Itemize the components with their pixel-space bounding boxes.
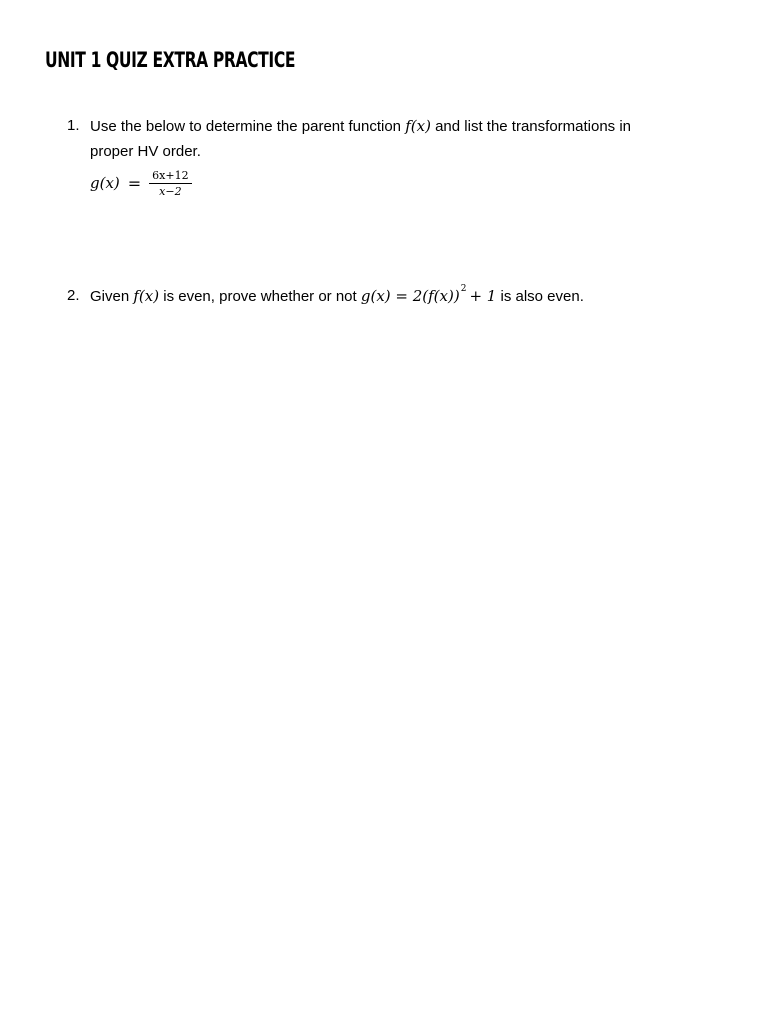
equation [90,166,192,200]
equals-sign: = [390,287,413,305]
question-text: and list the transformations in [430,118,632,135]
question-text-line-2: proper HV order. [90,143,201,160]
equation-lhs: g(x) [90,174,120,192]
question-number: 2. [67,287,80,304]
question-1 [67,113,727,165]
page-title: UNIT 1 QUIZ EXTRA PRACTICE [45,48,296,72]
fraction [149,169,191,198]
question-text [90,283,584,312]
question-2 [67,283,687,311]
math-expression: + 1 [469,287,497,305]
fraction-numerator: 6x+12 [149,169,191,184]
math-expression: f(x) [133,287,160,305]
question-text: Use the below to determine the parent function [90,118,406,135]
exponent: 2 [460,284,467,294]
fraction-denominator: x−2 [159,184,182,198]
math-expression: 2(f(x)) [412,287,460,305]
equals-sign: = [127,173,142,193]
question-text-segment: is also even. [496,288,584,305]
question-text-line-1 [90,113,631,140]
question-text-segment: is even, prove whether or not [159,288,361,305]
math-expression: f(x) [405,117,431,135]
question-number: 1. [67,117,80,134]
math-expression: g(x) [360,287,391,305]
question-text-segment: Given [90,288,134,305]
